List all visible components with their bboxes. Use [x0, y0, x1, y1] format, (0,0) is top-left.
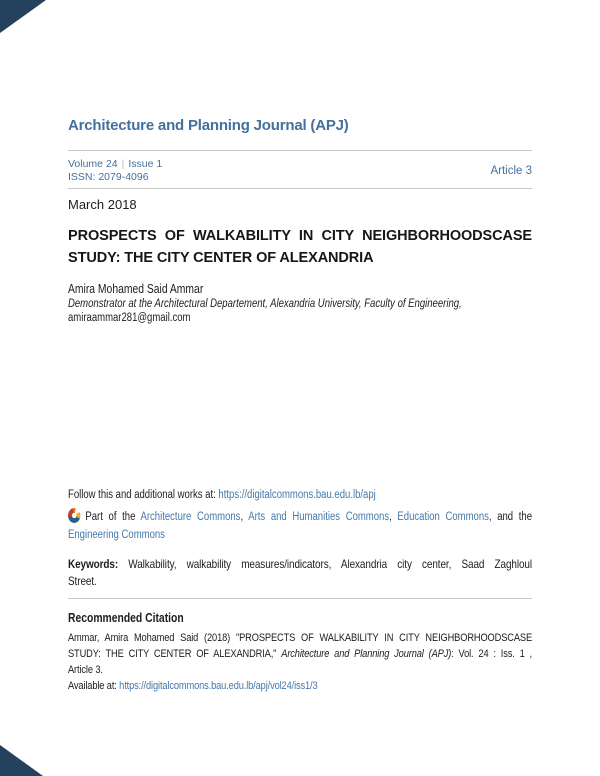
- arts-and-humanities-commons-link[interactable]: Arts and Humanities Commons: [248, 511, 390, 523]
- header-divider-bottom: [68, 188, 532, 189]
- corner-accent-top-left: [0, 0, 46, 33]
- text-segment: ,: [240, 511, 249, 523]
- text-line: [68, 488, 532, 503]
- text-segment: Keywords:: [68, 557, 119, 571]
- digital-commons-network-icon[interactable]: [68, 508, 80, 523]
- text-line: [68, 556, 532, 573]
- text-segment: Part of the: [85, 511, 141, 523]
- text-line: [68, 508, 532, 527]
- follow-works-paragraph: [68, 488, 532, 503]
- architecture-commons-link[interactable]: Architecture Commons: [140, 511, 241, 523]
- author-affiliation: Demonstrator at the Architectural Departement, Alexandria University, Faculty of Engineering,: [68, 298, 462, 310]
- author-email: amiraammar281@gmail.com: [68, 312, 191, 324]
- keywords-paragraph: [68, 556, 532, 589]
- text-line: [68, 646, 532, 662]
- text-line: [68, 630, 532, 646]
- volume-issue-block: [68, 158, 162, 184]
- article-number-label: Article 3: [490, 165, 532, 177]
- text-line: [68, 248, 532, 270]
- follow-works-link[interactable]: https://digitalcommons.bau.edu.lb/apj: [218, 489, 376, 501]
- citation-paragraph: [68, 630, 532, 694]
- issue-header-row: [68, 155, 532, 187]
- volume-issue-separator: |: [121, 158, 125, 170]
- available-at-link[interactable]: https://digitalcommons.bau.edu.lb/apj/vol24/iss1/3: [119, 680, 318, 692]
- text-line: [68, 527, 532, 545]
- text-segment: , and the: [488, 511, 533, 523]
- volume-link[interactable]: Volume 24: [68, 158, 118, 170]
- corner-accent-bottom-left: [0, 745, 43, 776]
- header-divider-top: [68, 150, 532, 151]
- journal-title-link[interactable]: Architecture and Planning Journal (APJ): [68, 117, 349, 134]
- text-segment: Architecture and Planning Journal (APJ): [281, 648, 452, 660]
- engineering-commons-link[interactable]: Engineering Commons: [68, 528, 165, 541]
- education-commons-link[interactable]: Education Commons: [397, 511, 489, 523]
- text-line: [68, 678, 532, 694]
- text-segment: Follow this and additional works at:: [68, 489, 219, 501]
- text-segment: PROSPECTS OF WALKABILITY IN CITY NEIGHBORHOODSCASE: [68, 228, 532, 244]
- publication-date: March 2018: [68, 197, 137, 212]
- issn-label: ISSN: 2079-4096: [68, 171, 149, 183]
- author-name: Amira Mohamed Said Ammar: [68, 282, 204, 296]
- text-segment: Ammar, Amira Mohamed Said (2018) "PROSPECTS OF WALKABILITY IN CITY NEIGHBORHOODSCASE: [68, 632, 533, 644]
- author-block: [68, 281, 532, 325]
- text-line: [68, 573, 532, 590]
- text-segment: Street.: [68, 573, 97, 588]
- citation-divider: [68, 598, 532, 599]
- recommended-citation-heading: Recommended Citation: [68, 611, 184, 625]
- volume-issue-line: [68, 158, 162, 171]
- text-segment: Article 3.: [68, 664, 103, 676]
- article-title: [68, 226, 532, 269]
- text-segment: : Vol. 24 : Iss. 1 ,: [451, 648, 533, 660]
- text-line: [68, 226, 532, 248]
- issue-link[interactable]: Issue 1: [128, 158, 163, 170]
- text-segment: ,: [389, 511, 398, 523]
- recommended-citation-section: [68, 611, 532, 694]
- text-segment: Available at:: [68, 680, 120, 692]
- part-of-commons-paragraph: [68, 508, 532, 544]
- text-segment: STUDY: THE CITY CENTER OF ALEXANDRIA: [68, 249, 374, 266]
- text-segment: STUDY: THE CITY CENTER OF ALEXANDRIA,": [68, 648, 282, 660]
- text-segment: Walkability, walkability measures/indicators, Alexandria city center, Saad Zaghloul: [118, 557, 533, 571]
- text-line: [68, 662, 532, 678]
